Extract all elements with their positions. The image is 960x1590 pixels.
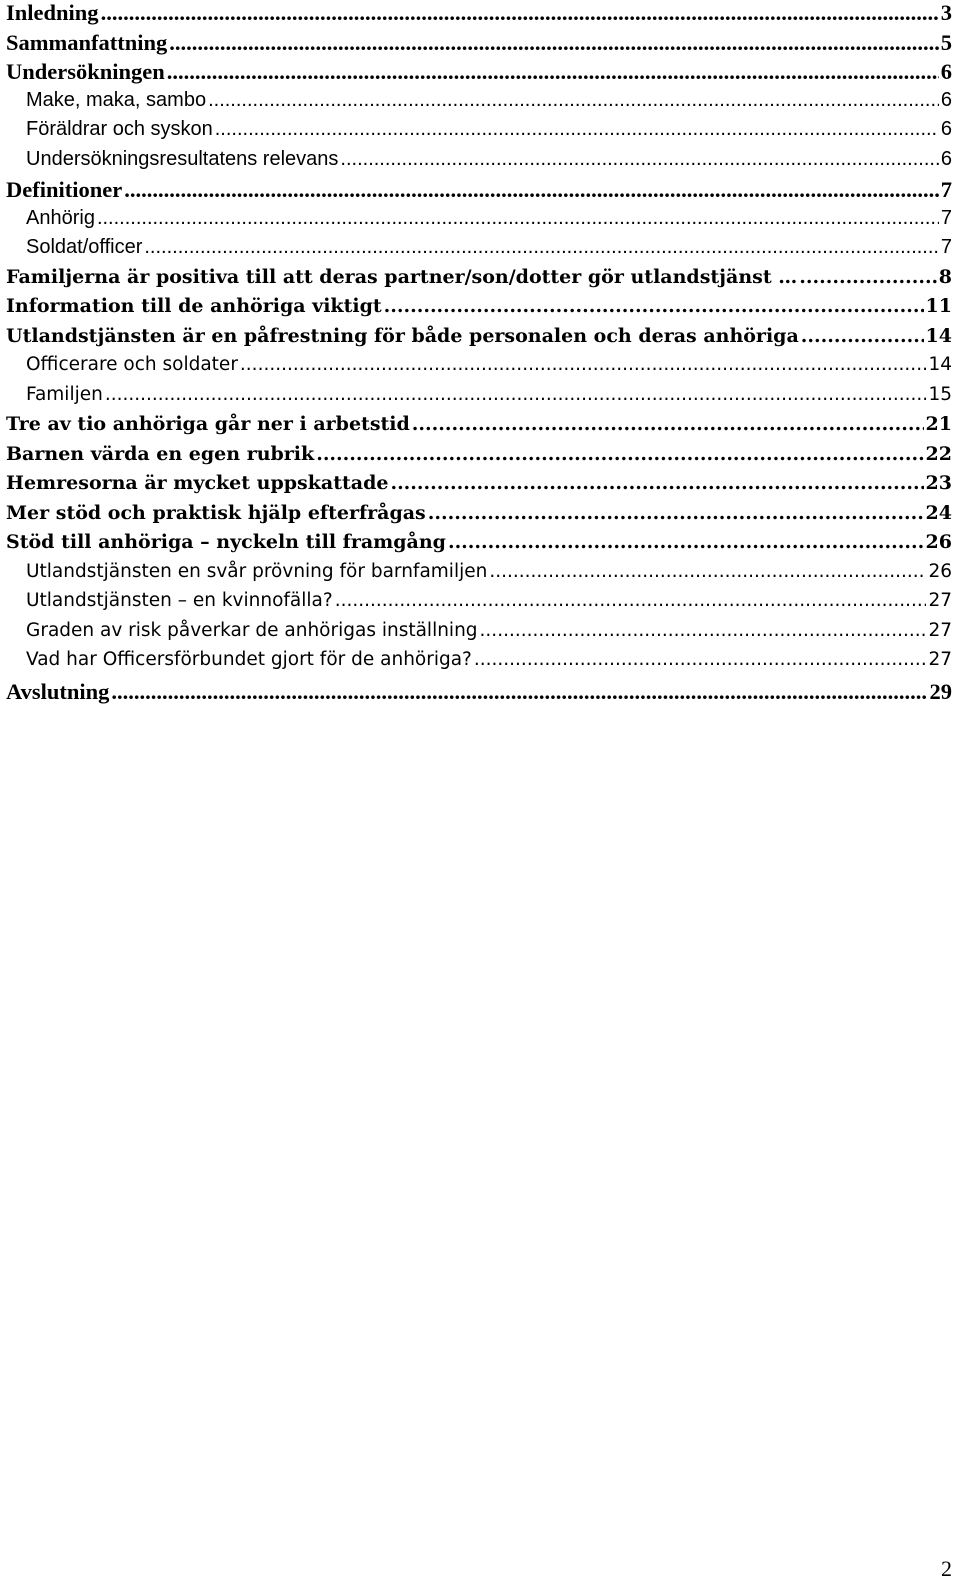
toc-leader-dots bbox=[240, 354, 927, 375]
toc-entry[interactable] bbox=[6, 30, 952, 60]
toc-entry[interactable] bbox=[6, 384, 952, 414]
toc-leader-dots bbox=[448, 531, 924, 553]
toc-leader-dots bbox=[215, 118, 939, 141]
toc-leader-dots bbox=[799, 266, 937, 288]
toc-leader-dots bbox=[101, 0, 939, 26]
toc-entry-page: 6 bbox=[940, 147, 952, 170]
toc-entry-title: Utlandstjänsten – en kvinnofälla? bbox=[26, 590, 333, 611]
toc-leader-dots bbox=[97, 207, 939, 230]
page-number: 2 bbox=[941, 1556, 952, 1581]
toc-entry-title: Utlandstjänsten är en påfrestning för både personalen och deras anhöriga bbox=[6, 324, 799, 347]
toc-entry-title: Anhörig bbox=[26, 206, 95, 229]
toc-entry-page: 6 bbox=[940, 59, 952, 84]
toc-leader-dots bbox=[144, 236, 939, 259]
toc-entry-title: Familjerna är positiva till att deras partner/son/dotter gör utlandstjänst … bbox=[6, 265, 798, 288]
toc-entry-title: Inledning bbox=[6, 0, 99, 25]
toc-leader-dots bbox=[169, 30, 938, 56]
toc-entry-title: Definitioner bbox=[6, 177, 123, 202]
toc-entry-title: Familjen bbox=[26, 383, 103, 405]
toc-entry[interactable] bbox=[6, 679, 952, 709]
toc-entry[interactable] bbox=[6, 561, 952, 591]
toc-leader-dots bbox=[208, 89, 939, 112]
toc-entry-page: 3 bbox=[940, 0, 952, 25]
toc-leader-dots bbox=[124, 177, 939, 203]
toc-entry[interactable] bbox=[6, 118, 952, 148]
toc-entry-title: Avslutning bbox=[6, 678, 110, 704]
toc-leader-dots bbox=[105, 384, 927, 405]
toc-entry[interactable] bbox=[6, 620, 952, 650]
toc-entry-title: Make, maka, sambo bbox=[26, 88, 207, 111]
toc-entry[interactable] bbox=[6, 207, 952, 237]
toc-entry[interactable] bbox=[6, 325, 952, 355]
toc-entry-page: 5 bbox=[940, 29, 952, 55]
toc-entry[interactable] bbox=[6, 443, 952, 473]
toc-entry-page: 8 bbox=[938, 265, 952, 288]
toc-leader-dots bbox=[480, 620, 927, 641]
toc-entry-page: 27 bbox=[928, 649, 952, 670]
toc-leader-dots bbox=[335, 590, 927, 611]
toc-entry-title: Soldat/officer bbox=[26, 236, 143, 258]
toc-entry[interactable] bbox=[6, 590, 952, 620]
toc-entry-title: Stöd till anhöriga – nyckeln till framgång bbox=[6, 531, 446, 553]
toc-entry-page: 11 bbox=[925, 295, 952, 317]
toc-leader-dots bbox=[111, 679, 927, 705]
toc-entry-page: 7 bbox=[940, 236, 952, 258]
toc-entry-page: 22 bbox=[925, 442, 952, 465]
toc-entry-page: 21 bbox=[925, 413, 952, 435]
toc-entry[interactable] bbox=[6, 531, 952, 561]
toc-entry[interactable] bbox=[6, 295, 952, 325]
toc-leader-dots bbox=[340, 148, 938, 171]
toc-entry-page: 14 bbox=[928, 354, 952, 375]
toc-entry-title: Hemresorna är mycket uppskattade bbox=[6, 472, 389, 494]
toc-entry[interactable] bbox=[6, 236, 952, 266]
toc-entry-page: 23 bbox=[925, 472, 952, 494]
toc-entry-title: Information till de anhöriga viktigt bbox=[6, 295, 382, 317]
toc-leader-dots bbox=[428, 502, 924, 524]
toc-leader-dots bbox=[167, 59, 939, 85]
toc-leader-dots bbox=[474, 649, 927, 670]
toc-entry[interactable] bbox=[6, 89, 952, 119]
toc-leader-dots bbox=[384, 295, 924, 317]
toc-entry-page: 26 bbox=[925, 531, 952, 553]
table-of-contents bbox=[6, 0, 952, 708]
toc-entry-page: 27 bbox=[928, 590, 952, 611]
toc-entry-title: Undersökningsresultatens relevans bbox=[26, 147, 339, 170]
toc-entry-page: 29 bbox=[929, 678, 952, 704]
toc-entry-title: Tre av tio anhöriga går ner i arbetstid bbox=[6, 413, 410, 435]
toc-entry-page: 7 bbox=[940, 177, 952, 202]
toc-entry-title: Vad har Officersförbundet gjort för de anhöriga? bbox=[26, 649, 472, 670]
toc-entry-page: 24 bbox=[925, 501, 952, 524]
toc-entry-title: Barnen värda en egen rubrik bbox=[6, 442, 315, 465]
toc-leader-dots bbox=[801, 325, 924, 347]
toc-entry-title: Utlandstjänsten en svår prövning för barnfamiljen bbox=[26, 560, 488, 582]
toc-entry-title: Graden av risk påverkar de anhörigas inställning bbox=[26, 619, 478, 641]
toc-entry-title: Officerare och soldater bbox=[26, 354, 238, 375]
toc-leader-dots bbox=[316, 443, 923, 465]
toc-entry[interactable] bbox=[6, 413, 952, 443]
toc-entry[interactable] bbox=[6, 472, 952, 502]
toc-leader-dots bbox=[489, 561, 926, 582]
toc-entry[interactable] bbox=[6, 177, 952, 207]
toc-leader-dots bbox=[412, 413, 924, 435]
toc-entry-page: 14 bbox=[925, 324, 952, 347]
toc-entry-title: Undersökningen bbox=[6, 59, 165, 84]
toc-entry-page: 15 bbox=[928, 383, 952, 405]
toc-entry-page: 7 bbox=[940, 206, 952, 229]
toc-entry-title: Sammanfattning bbox=[6, 29, 168, 55]
toc-leader-dots bbox=[390, 472, 923, 494]
toc-entry[interactable] bbox=[6, 0, 952, 30]
toc-entry[interactable] bbox=[6, 148, 952, 178]
toc-entry-page: 6 bbox=[940, 88, 952, 111]
toc-entry[interactable] bbox=[6, 59, 952, 89]
toc-entry-page: 6 bbox=[940, 118, 952, 140]
toc-entry-title: Mer stöd och praktisk hjälp efterfrågas bbox=[6, 501, 426, 524]
toc-entry-page: 26 bbox=[928, 560, 952, 582]
toc-entry-page: 27 bbox=[928, 619, 952, 641]
toc-entry[interactable] bbox=[6, 266, 952, 296]
toc-entry[interactable] bbox=[6, 354, 952, 384]
toc-entry-title: Föräldrar och syskon bbox=[26, 118, 213, 140]
toc-entry[interactable] bbox=[6, 649, 952, 679]
toc-entry[interactable] bbox=[6, 502, 952, 532]
